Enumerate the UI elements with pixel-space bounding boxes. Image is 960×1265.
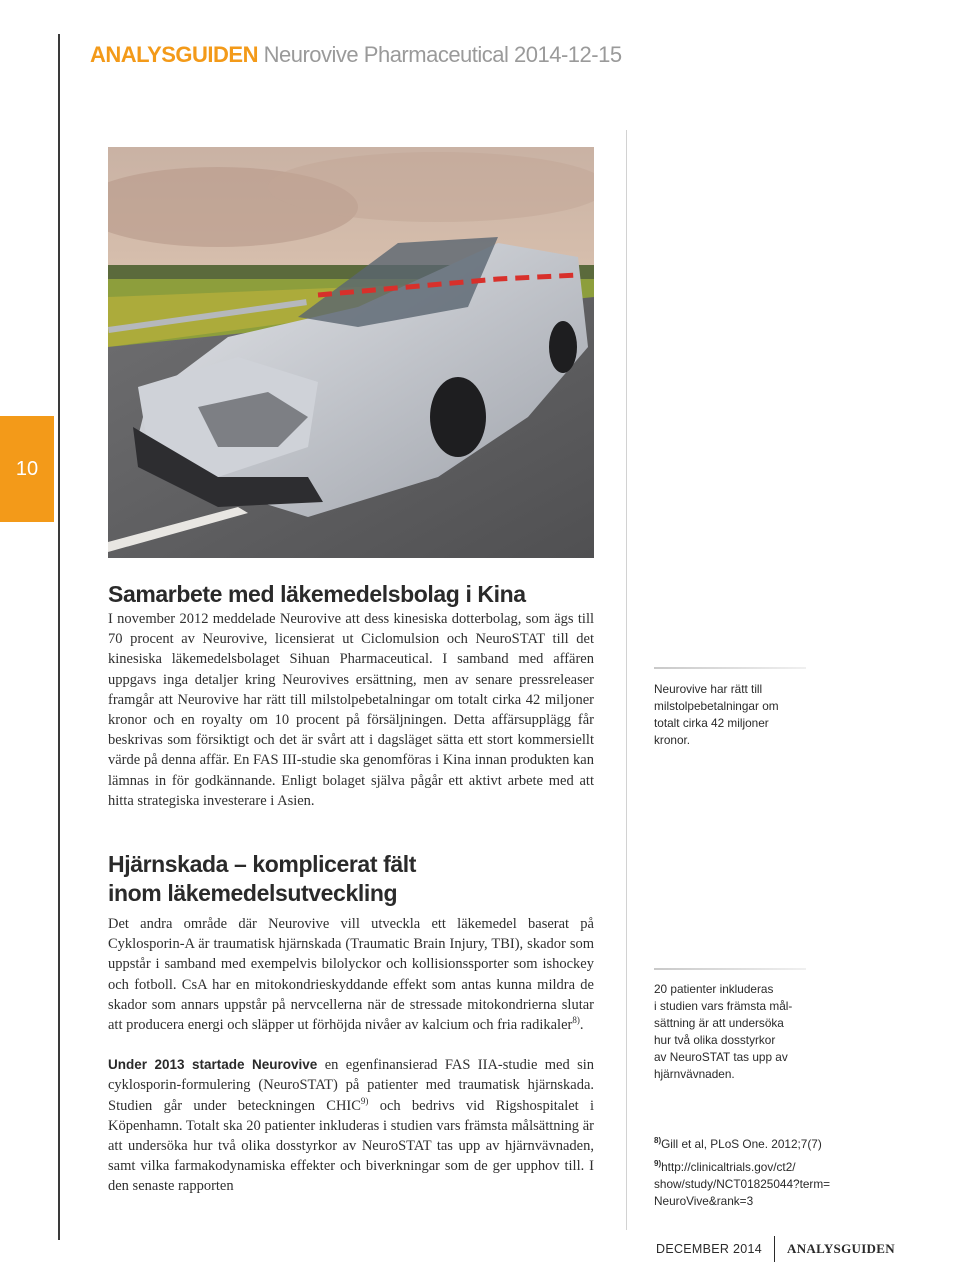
footnote-mark-8: 8) (654, 1136, 662, 1146)
page-number: 10 (15, 457, 39, 480)
running-header (90, 42, 622, 68)
brain-injury-paragraph-1 (108, 914, 594, 1035)
footer-separator (774, 1236, 775, 1262)
section-body-china: I november 2012 meddelade Neurovive att dess kinesiska dotterbolag, som ägs till 70 procent av Neurovive, licensierat ut Ciclomulsion och NeuroSTAT till det kinesiska läkemedelsbolaget Sihuan Pharmaceutical. I samband med affären uppgavs inga detaljer kring Neurovives ersättning, men av senare pressreleaser framgår att Neurovive har rätt till milstolpebetalningar om totalt cirka 42 miljoner kronor och en royalty om 10 procent på försäljningen. Detta affärsupplägg får beskrivas som försiktigt och det är svårt att i dagsläget sätta ett stort kommersiellt värde på denna affär. En FAS III-studie ska genomföras i Kina innan produkten kan lämnas in för godkännande. Enligt bolaget själva pågår ett aktivt arbete med att hitta strategiska investerare i Asien. (108, 611, 594, 809)
footnote-9 (654, 1159, 844, 1210)
paragraph-2-text-b: och bedrivs vid Rigshospitalet i Köpenhamn. Totalt ska 20 patienter inkluderas i studien vars främsta målsättning är att undersöka hur två olika dosstyrkor av NeuroSTAT tas upp av hjärnvävnaden, samt vilka farmakodynamiska effekter och biverkningar som de ger upphov till. I den senaste rapporten (108, 1097, 594, 1195)
paragraph-1-text: Det andra område där Neurovive vill utveckla ett läkemedel baserat på Cyklosporin-A är traumatisk hjärnskada (Traumatic Brain Injury, TBI), skador som uppstår i samband med exempelvis bilolyckor och kollisionssporter som ishockey och fotboll. CsA har en mitokondrieskyddande effekt som antas kunna mildra de skador som annars uppstår på nervcellerna när de stressade mitokondrierna slutar att producera energi och släpper ut förhöjda nivåer av kalcium och fria radikaler (108, 916, 594, 1034)
crashed-car-photo (108, 147, 594, 558)
paragraph-1-end: . (579, 1017, 584, 1034)
left-margin-rule (58, 34, 60, 1240)
footer-date: DECEMBER 2014 (656, 1242, 763, 1256)
header-brand: ANALYSGUIDEN (90, 42, 258, 67)
heading-line-1: Hjärnskada – komplicerat fält (108, 851, 416, 877)
sidebar-divider (626, 130, 627, 1230)
footnote-9-link[interactable]: http://clinicaltrials.gov/ct2/ show/study/NCT01825044?term= NeuroVive&rank=3 (654, 1160, 831, 1208)
footnotes (654, 1136, 844, 1216)
footnote-ref-8[interactable]: 8) (572, 1015, 580, 1026)
footnote-mark-9: 9) (654, 1159, 662, 1169)
footnote-8 (654, 1136, 844, 1153)
paragraph-2-lead: Under 2013 startade Neurovive (108, 1057, 318, 1073)
section-heading-brain-injury (108, 850, 594, 908)
pull-quote-2: 20 patienter inkluderas i studien vars främsta mål- sättning är att undersöka hur två olika dosstyrkor av NeuroSTAT tas upp av hjärnvävnaden. (654, 982, 793, 1081)
heading-line-2: inom läkemedelsutveckling (108, 880, 398, 906)
section-china (108, 580, 594, 811)
section-heading-china: Samarbete med läkemedelsbolag i Kina (108, 581, 526, 607)
brain-injury-paragraph-2 (108, 1055, 594, 1196)
paragraph-2-text-a: en egenfinansierad FAS IIA-studie med sin cyklosporin-formulering (NeuroSTAT) på patienter med traumatisk hjärnskada. Studien går under beteckningen CHIC (108, 1057, 595, 1114)
footer-logo: ANALYSGUIDEN (787, 1241, 895, 1256)
footnote-8-text: Gill et al, PLoS One. 2012;7(7) (661, 1137, 822, 1151)
page-footer (656, 1236, 895, 1262)
page-number-tab (0, 416, 54, 522)
pull-quote-rule-1 (654, 667, 806, 669)
footnote-ref-9[interactable]: 9) (360, 1095, 369, 1106)
pull-quote-rule-2 (654, 968, 806, 970)
section-brain-injury (108, 850, 594, 1197)
header-subtitle: Neurovive Pharmaceutical 2014-12-15 (263, 42, 622, 67)
pull-quote-1: Neurovive har rätt till milstolpebetalningar om totalt cirka 42 miljoner kronor. (654, 682, 779, 747)
